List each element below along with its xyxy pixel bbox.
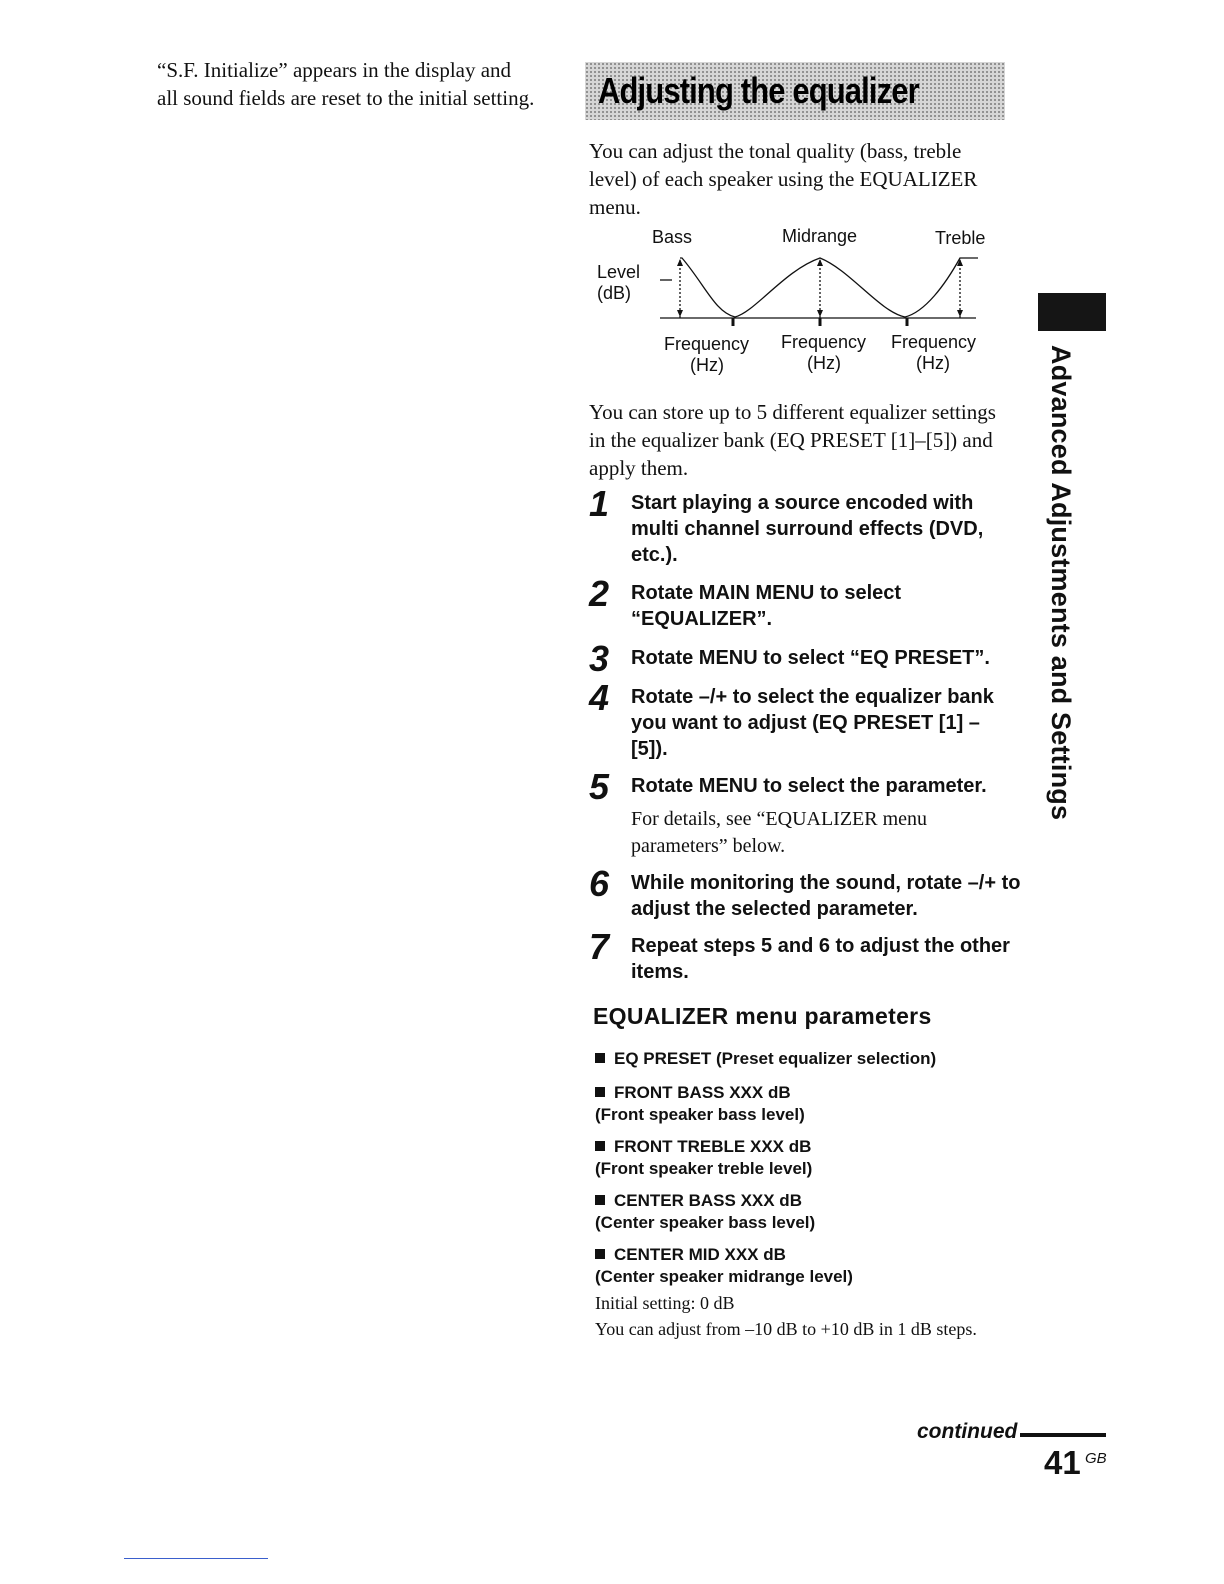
param-subtitle: (Center speaker midrange level): [595, 1267, 853, 1286]
param-subtitle: (Center speaker bass level): [595, 1213, 816, 1232]
freq-unit-3: (Hz): [916, 353, 950, 373]
param-front-bass: [595, 1082, 1015, 1126]
step-number: 2: [589, 573, 610, 614]
bullet-square-icon: [595, 1249, 605, 1259]
param-subtitle: (Front speaker treble level): [595, 1159, 813, 1178]
param-center-mid: [595, 1244, 1015, 1288]
step-text: Rotate –/+ to select the equalizer bank you want to adjust (EQ PRESET [1] – [5]).: [631, 686, 994, 760]
param-center-bass: [595, 1190, 1015, 1234]
page-title: Adjusting the equalizer: [598, 70, 919, 111]
param-title: CENTER MID XXX dB: [614, 1245, 786, 1264]
step-text: Start playing a source encoded with multi channel surround effects (DVD, etc.).: [631, 492, 984, 566]
step-number: 5: [589, 766, 610, 807]
continued-label: continued: [917, 1420, 1018, 1443]
step-text: While monitoring the sound, rotate –/+ to adjust the selected parameter.: [631, 872, 1021, 920]
step-number: 6: [589, 863, 610, 904]
adjust-range: You can adjust from –10 dB to +10 dB in 1 dB steps.: [595, 1319, 977, 1339]
band-label-midrange: Midrange: [782, 226, 858, 246]
step-number: 1: [589, 483, 610, 524]
param-eq-preset: [595, 1048, 1015, 1070]
param-title: EQ PRESET (Preset equalizer selection): [614, 1049, 937, 1068]
store-paragraph: You can store up to 5 different equalizer settings in the equalizer bank (EQ PRESET [1]–[5]) and apply them.: [589, 400, 996, 480]
footnote-rule: [124, 1558, 268, 1559]
param-title: FRONT TREBLE XXX dB: [614, 1137, 812, 1156]
param-title: CENTER BASS XXX dB: [614, 1191, 802, 1210]
step-text: Rotate MAIN MENU to select “EQUALIZER”.: [631, 582, 902, 630]
step-number: 4: [589, 677, 610, 718]
level-label: Level: [597, 262, 641, 282]
section-tab-label: [1040, 345, 1076, 821]
bullet-square-icon: [595, 1141, 605, 1151]
freq-label-3: Frequency: [891, 332, 977, 352]
step-text: Rotate MENU to select the parameter.: [631, 775, 987, 797]
band-label-treble: Treble: [935, 228, 986, 248]
param-title: FRONT BASS XXX dB: [614, 1083, 791, 1102]
step-number: 3: [589, 638, 610, 679]
step-detail: For details, see “EQUALIZER menu parameters” below.: [631, 808, 928, 857]
eq-curve-graphic: [660, 250, 980, 330]
step-text: Rotate MENU to select “EQ PRESET”.: [631, 647, 990, 669]
page-number: 41: [1044, 1444, 1081, 1481]
intro-paragraph: You can adjust the tonal quality (bass, treble level) of each speaker using the EQUALIZER menu.: [589, 139, 978, 219]
bullet-square-icon: [595, 1087, 605, 1097]
bullet-square-icon: [595, 1195, 605, 1205]
param-front-treble: [595, 1136, 1015, 1180]
band-label-bass: Bass: [652, 227, 693, 247]
page-suffix: GB: [1085, 1450, 1107, 1467]
freq-unit-2: (Hz): [807, 353, 841, 373]
section-tab-marker: [1038, 293, 1106, 331]
parameters-heading: EQUALIZER menu parameters: [593, 1003, 932, 1029]
left-note: “S.F. Initialize” appears in the display and all sound fields are reset to the initial setting.: [157, 58, 535, 110]
continued-rule: [1020, 1433, 1106, 1437]
freq-label-1: Frequency: [664, 334, 750, 354]
level-unit: (dB): [597, 283, 632, 303]
freq-label-2: Frequency: [781, 332, 867, 352]
bullet-square-icon: [595, 1053, 605, 1063]
freq-unit-1: (Hz): [690, 355, 724, 375]
initial-setting: Initial setting: 0 dB: [595, 1293, 735, 1313]
param-subtitle: (Front speaker bass level): [595, 1105, 805, 1124]
section-tab-text: Advanced Adjustments and Settings: [1046, 345, 1076, 821]
step-text: Repeat steps 5 and 6 to adjust the other items.: [631, 935, 1010, 983]
step-number: 7: [589, 926, 610, 967]
